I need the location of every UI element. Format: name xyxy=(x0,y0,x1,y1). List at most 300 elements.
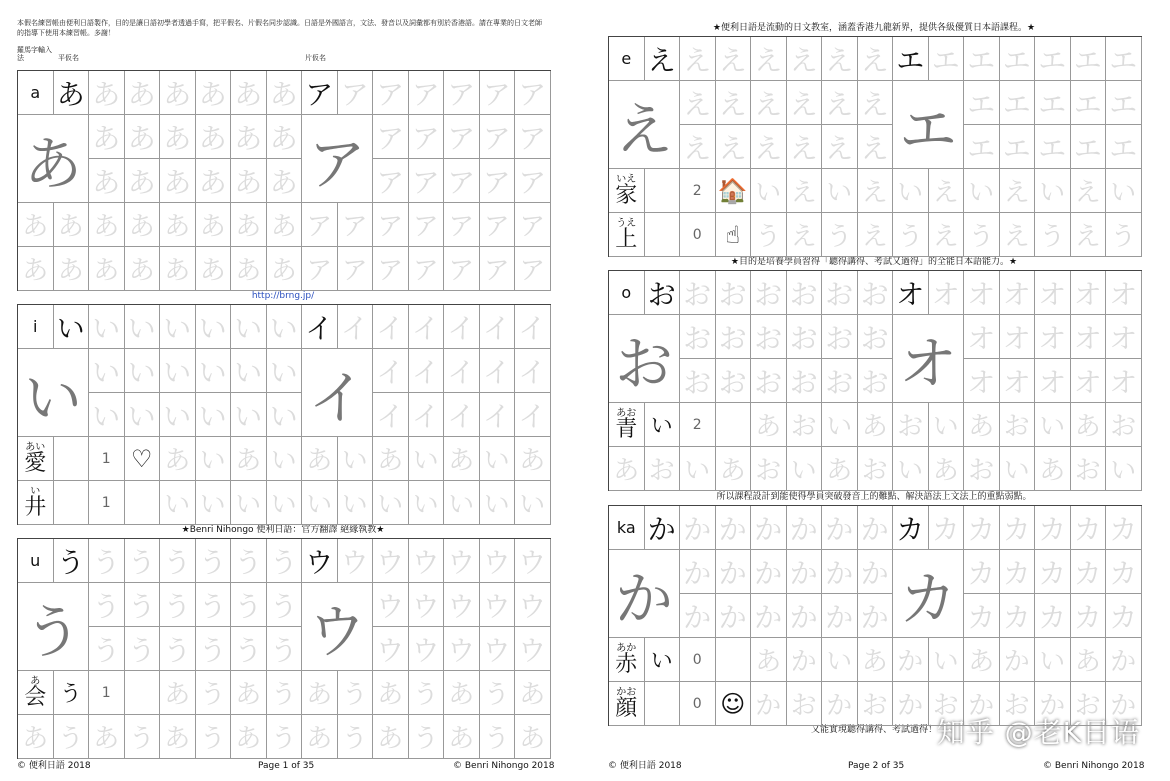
katakana-trace: エ xyxy=(929,37,965,81)
hiragana-trace: あ xyxy=(89,115,125,159)
vocab-trace: え xyxy=(929,169,965,213)
katakana-trace: ア xyxy=(373,71,409,115)
vocab-trace: い xyxy=(196,481,232,525)
hiragana-trace: い xyxy=(125,393,161,437)
katakana-trace: ア xyxy=(338,71,374,115)
vocab-trace: あ xyxy=(751,403,787,447)
vocab-trace: い xyxy=(822,403,858,447)
hiragana-trace: あ xyxy=(231,115,267,159)
hiragana-trace: い xyxy=(125,349,161,393)
practice-trace: う xyxy=(196,715,232,759)
practice-trace: い xyxy=(787,447,823,491)
practice-trace: ア xyxy=(373,203,409,247)
vocab-trace: い xyxy=(515,481,551,525)
hiragana-trace: か xyxy=(822,550,858,594)
hiragana-large-glyph: お xyxy=(614,329,673,398)
katakana-trace: ア xyxy=(409,159,445,203)
practice-trace: あ xyxy=(231,203,267,247)
vocab-trace: お xyxy=(787,403,823,447)
katakana-large-glyph: エ xyxy=(898,95,957,164)
hiragana-trace: う xyxy=(196,627,232,671)
katakana-trace: オ xyxy=(929,271,965,315)
hiragana-trace: い xyxy=(89,393,125,437)
hiragana-stroke-order xyxy=(609,550,680,638)
kanji: 上 xyxy=(615,226,638,252)
katakana-trace: カ xyxy=(1071,594,1107,638)
hiragana-trace: え xyxy=(787,125,823,169)
practice-trace: う xyxy=(480,715,516,759)
vocab-trace: い xyxy=(231,481,267,525)
vocab-trace: う xyxy=(1035,213,1071,257)
katakana-trace: エ xyxy=(1000,81,1036,125)
vocab-trace: え xyxy=(1000,213,1036,257)
watermark: 知乎 @老K日语 xyxy=(936,716,1140,749)
vocab-picture-icon xyxy=(125,481,161,525)
furigana: あ xyxy=(30,675,41,687)
katakana-trace: エ xyxy=(1000,125,1036,169)
vocab-trace: い xyxy=(338,437,374,481)
vocab-trace: あ xyxy=(515,671,551,715)
practice-trace: う xyxy=(409,715,445,759)
practice-trace: あ xyxy=(18,203,54,247)
katakana-trace: ウ xyxy=(444,627,480,671)
katakana-trace: ア xyxy=(515,159,551,203)
practice-trace: ア xyxy=(480,203,516,247)
vocab-kanji xyxy=(609,213,645,257)
vocab-trace: か xyxy=(1035,682,1071,726)
hiragana-large-glyph: え xyxy=(614,95,673,164)
katakana-large-glyph: イ xyxy=(307,363,366,432)
practice-trace: あ xyxy=(54,203,90,247)
hiragana-trace: お xyxy=(787,315,823,359)
practice-trace: あ xyxy=(89,715,125,759)
vocab-trace: あ xyxy=(302,671,338,715)
vocab-trace: お xyxy=(858,682,894,726)
mid-banner: ★目的是培養學員習得「聽得講得、考試又過得」的全能日本語能力。★ xyxy=(730,257,1018,267)
hiragana-trace: う xyxy=(160,539,196,583)
kanji: 愛 xyxy=(24,450,47,476)
hiragana-trace: い xyxy=(196,305,232,349)
katakana-trace: ウ xyxy=(409,539,445,583)
hiragana-trace: い xyxy=(196,393,232,437)
vocab-trace: あ xyxy=(1071,403,1107,447)
vocab-trace: え xyxy=(858,169,894,213)
practice-trace: あ xyxy=(929,447,965,491)
hiragana-trace: お xyxy=(751,271,787,315)
vocab-trace: お xyxy=(929,682,965,726)
practice-trace: あ xyxy=(231,715,267,759)
vocab-kanji xyxy=(18,671,54,715)
hiragana-trace: う xyxy=(160,583,196,627)
practice-trace: あ xyxy=(89,203,125,247)
kana-block xyxy=(608,270,1142,491)
hiragana-trace: あ xyxy=(196,71,232,115)
katakana-trace: ア xyxy=(444,71,480,115)
katakana-trace: ウ xyxy=(409,627,445,671)
pitch-accent-number: 0 xyxy=(680,213,716,257)
vocab-suffix xyxy=(645,169,681,213)
hiragana-main: い xyxy=(54,305,90,349)
hiragana-trace: お xyxy=(787,359,823,403)
furigana: あい xyxy=(25,441,46,453)
vocab-trace: う xyxy=(267,671,303,715)
hiragana-trace: お xyxy=(858,315,894,359)
hiragana-trace: い xyxy=(125,305,161,349)
practice-trace: ア xyxy=(480,247,516,291)
katakana-trace: イ xyxy=(409,349,445,393)
hiragana-trace: う xyxy=(125,583,161,627)
romaji-label: i xyxy=(18,305,54,349)
practice-trace: あ xyxy=(125,203,161,247)
katakana-trace: エ xyxy=(1071,125,1107,169)
vocab-trace: お xyxy=(1000,682,1036,726)
footer-left: © 便利日語 2018 xyxy=(608,761,682,771)
vocab-trace: あ xyxy=(444,671,480,715)
hiragana-trace: う xyxy=(125,627,161,671)
katakana-trace: ア xyxy=(480,71,516,115)
vocab-trace: い xyxy=(1106,169,1142,213)
practice-trace: あ xyxy=(89,247,125,291)
practice-trace: ア xyxy=(515,247,551,291)
katakana-trace: イ xyxy=(373,349,409,393)
hiragana-trace: か xyxy=(716,550,752,594)
hiragana-trace: え xyxy=(716,125,752,169)
vocab-kanji xyxy=(18,481,54,525)
hiragana-trace: う xyxy=(231,627,267,671)
vocab-trace: え xyxy=(787,169,823,213)
hiragana-trace: え xyxy=(787,37,823,81)
hiragana-trace: か xyxy=(787,550,823,594)
practice-trace: い xyxy=(893,447,929,491)
hiragana-trace: あ xyxy=(160,71,196,115)
practice-trace: う xyxy=(54,715,90,759)
katakana-main: オ xyxy=(893,271,929,315)
katakana-trace: オ xyxy=(1035,359,1071,403)
vocab-trace: あ xyxy=(515,437,551,481)
hiragana-main: か xyxy=(645,506,681,550)
kana-block xyxy=(17,304,551,525)
hiragana-trace: お xyxy=(858,271,894,315)
hiragana-trace: お xyxy=(751,359,787,403)
vocab-trace: あ xyxy=(160,671,196,715)
katakana-trace: オ xyxy=(964,315,1000,359)
hiragana-trace: お xyxy=(822,271,858,315)
katakana-trace: ア xyxy=(480,115,516,159)
vocab-trace: い xyxy=(196,437,232,481)
pitch-accent-number: 1 xyxy=(89,671,125,715)
hiragana-trace: あ xyxy=(196,115,232,159)
katakana-trace: エ xyxy=(964,37,1000,81)
vocab-picture-icon: ♡ xyxy=(125,437,161,481)
katakana-trace: エ xyxy=(1106,81,1142,125)
katakana-large-glyph: ウ xyxy=(307,597,366,666)
vocab-suffix xyxy=(54,437,90,481)
katakana-main: イ xyxy=(302,305,338,349)
practice-trace: お xyxy=(645,447,681,491)
vocab-trace: お xyxy=(893,403,929,447)
katakana-trace: カ xyxy=(1035,594,1071,638)
furigana: うえ xyxy=(616,217,637,229)
mid-banner-2: 所以課程設計到能使得學員突破發音上的難點、解決語法上文法上的重點弱點。 xyxy=(716,492,1032,502)
hiragana-trace: え xyxy=(751,81,787,125)
vocab-trace: い xyxy=(893,169,929,213)
katakana-trace: ウ xyxy=(515,583,551,627)
kana-block xyxy=(17,70,551,291)
vocab-trace: い xyxy=(822,638,858,682)
katakana-trace: イ xyxy=(409,305,445,349)
vocab-trace: い xyxy=(751,169,787,213)
vocab-picture-icon: 🏠 xyxy=(716,169,752,213)
vocab-suffix xyxy=(645,682,681,726)
practice-trace: ア xyxy=(444,247,480,291)
katakana-trace: ウ xyxy=(338,539,374,583)
hiragana-trace: い xyxy=(196,349,232,393)
vocab-trace: い xyxy=(929,403,965,447)
katakana-trace: ア xyxy=(409,71,445,115)
hiragana-trace: え xyxy=(716,37,752,81)
vocab-suffix: い xyxy=(645,403,681,447)
katakana-trace: カ xyxy=(964,594,1000,638)
hiragana-trace: か xyxy=(787,594,823,638)
hiragana-trace: か xyxy=(858,594,894,638)
vocab-trace: う xyxy=(1106,213,1142,257)
hiragana-trace: い xyxy=(231,305,267,349)
hiragana-stroke-order xyxy=(18,349,89,437)
vocab-kanji xyxy=(609,638,645,682)
hiragana-trace: い xyxy=(160,305,196,349)
katakana-trace: カ xyxy=(1000,550,1036,594)
hiragana-large-glyph: う xyxy=(23,597,82,666)
hiragana-trace: お xyxy=(822,315,858,359)
hiragana-trace: い xyxy=(267,349,303,393)
katakana-trace: ウ xyxy=(373,583,409,627)
katakana-trace: ウ xyxy=(480,539,516,583)
katakana-stroke-order xyxy=(302,349,373,437)
katakana-trace: ア xyxy=(373,159,409,203)
katakana-trace: ウ xyxy=(373,627,409,671)
hiragana-trace: え xyxy=(680,125,716,169)
kanji: 青 xyxy=(615,416,638,442)
pitch-accent-number: 2 xyxy=(680,169,716,213)
hiragana-trace: か xyxy=(822,594,858,638)
vocab-kanji xyxy=(609,403,645,447)
hiragana-trace: う xyxy=(196,583,232,627)
hiragana-trace: い xyxy=(160,349,196,393)
hiragana-trace: い xyxy=(231,393,267,437)
practice-trace: お xyxy=(964,447,1000,491)
hiragana-trace: か xyxy=(680,594,716,638)
practice-trace: あ xyxy=(716,447,752,491)
kanji: 顔 xyxy=(615,695,638,721)
vocab-trace: い xyxy=(444,481,480,525)
hiragana-trace: か xyxy=(716,506,752,550)
vocab-trace: い xyxy=(373,481,409,525)
romaji-label: e xyxy=(609,37,645,81)
katakana-trace: オ xyxy=(1035,271,1071,315)
katakana-trace: ウ xyxy=(373,539,409,583)
katakana-large-glyph: ア xyxy=(307,129,366,198)
hiragana-trace: う xyxy=(125,539,161,583)
katakana-trace: イ xyxy=(515,349,551,393)
practice-trace: お xyxy=(858,447,894,491)
katakana-trace: イ xyxy=(444,349,480,393)
footer-right: © Benri Nihongo 2018 xyxy=(1043,761,1145,771)
hiragana-trace: あ xyxy=(267,115,303,159)
katakana-trace: カ xyxy=(964,506,1000,550)
katakana-trace: エ xyxy=(1106,125,1142,169)
furigana: かお xyxy=(616,686,637,698)
katakana-trace: ウ xyxy=(444,583,480,627)
katakana-stroke-order xyxy=(302,583,373,671)
header-header_hira: 平仮名 xyxy=(58,54,79,62)
hiragana-trace: う xyxy=(196,539,232,583)
hiragana-trace: あ xyxy=(125,115,161,159)
practice-trace: う xyxy=(267,715,303,759)
vocab-trace: う xyxy=(338,671,374,715)
katakana-trace: ウ xyxy=(515,539,551,583)
katakana-trace: エ xyxy=(1071,37,1107,81)
hiragana-trace: あ xyxy=(89,159,125,203)
hiragana-main: う xyxy=(54,539,90,583)
practice-trace: あ xyxy=(18,247,54,291)
hiragana-trace: あ xyxy=(160,115,196,159)
vocab-trace: お xyxy=(1000,403,1036,447)
katakana-trace: ウ xyxy=(515,627,551,671)
vocab-trace: い xyxy=(160,481,196,525)
katakana-trace: イ xyxy=(480,305,516,349)
practice-trace: ア xyxy=(373,247,409,291)
hiragana-trace: い xyxy=(89,349,125,393)
vocab-suffix xyxy=(645,213,681,257)
romaji-label: ka xyxy=(609,506,645,550)
pitch-accent-number: 2 xyxy=(680,403,716,447)
site-link[interactable]: http://brng.jp/ xyxy=(251,291,315,301)
katakana-trace: カ xyxy=(1071,506,1107,550)
hiragana-trace: か xyxy=(716,594,752,638)
katakana-trace: ア xyxy=(444,115,480,159)
katakana-trace: エ xyxy=(1106,37,1142,81)
hiragana-trace: い xyxy=(267,393,303,437)
vocab-trace: い xyxy=(1035,403,1071,447)
vocab-trace: い xyxy=(964,169,1000,213)
hiragana-trace: え xyxy=(858,125,894,169)
katakana-trace: オ xyxy=(1106,359,1142,403)
katakana-trace: ウ xyxy=(444,539,480,583)
kanji: 赤 xyxy=(615,651,638,677)
vocab-trace: あ xyxy=(231,671,267,715)
katakana-trace: ア xyxy=(515,115,551,159)
hiragana-trace: あ xyxy=(231,159,267,203)
katakana-trace: オ xyxy=(1106,271,1142,315)
vocab-trace: う xyxy=(196,671,232,715)
hiragana-trace: え xyxy=(680,37,716,81)
hiragana-trace: う xyxy=(267,583,303,627)
practice-trace: あ xyxy=(160,715,196,759)
hiragana-trace: あ xyxy=(125,159,161,203)
vocab-trace: い xyxy=(338,481,374,525)
katakana-trace: オ xyxy=(1000,315,1036,359)
romaji-label: u xyxy=(18,539,54,583)
hiragana-trace: お xyxy=(716,315,752,359)
vocab-trace: あ xyxy=(1071,638,1107,682)
hiragana-trace: お xyxy=(680,315,716,359)
katakana-trace: オ xyxy=(1035,315,1071,359)
vocab-trace: い xyxy=(267,481,303,525)
vocab-trace: い xyxy=(409,481,445,525)
vocab-trace: か xyxy=(822,682,858,726)
practice-trace: ア xyxy=(409,247,445,291)
hiragana-trace: う xyxy=(267,539,303,583)
practice-trace: あ xyxy=(18,715,54,759)
vocab-picture-icon: ☝ xyxy=(716,213,752,257)
furigana: あお xyxy=(616,407,637,419)
katakana-trace: イ xyxy=(480,349,516,393)
vocab-trace: あ xyxy=(302,437,338,481)
hiragana-trace: う xyxy=(160,627,196,671)
practice-trace: あ xyxy=(267,247,303,291)
katakana-trace: カ xyxy=(1035,550,1071,594)
practice-trace: う xyxy=(338,715,374,759)
katakana-large-glyph: カ xyxy=(898,564,957,633)
hiragana-trace: お xyxy=(716,271,752,315)
vocab-trace: か xyxy=(893,638,929,682)
practice-trace: ア xyxy=(515,203,551,247)
hiragana-trace: い xyxy=(89,305,125,349)
katakana-large-glyph: オ xyxy=(898,329,957,398)
kanji: 会 xyxy=(24,684,47,710)
kanji: 家 xyxy=(615,182,638,208)
vocab-trace: お xyxy=(1071,682,1107,726)
vocab-trace: か xyxy=(964,682,1000,726)
katakana-trace: エ xyxy=(964,125,1000,169)
practice-trace: い xyxy=(1106,447,1142,491)
vocab-trace: あ xyxy=(964,403,1000,447)
hiragana-main: あ xyxy=(54,71,90,115)
hiragana-trace: え xyxy=(858,81,894,125)
hiragana-trace: う xyxy=(89,627,125,671)
header-header_romaji: 羅馬字輸入法 xyxy=(17,46,52,62)
vocab-suffix: い xyxy=(645,638,681,682)
katakana-trace: オ xyxy=(1071,359,1107,403)
hiragana-trace: え xyxy=(680,81,716,125)
pitch-accent-number: 1 xyxy=(89,481,125,525)
hiragana-trace: え xyxy=(822,37,858,81)
practice-trace: あ xyxy=(125,247,161,291)
bottom-banner: 又能實現聽得講得、考試過得！ xyxy=(810,725,937,735)
vocab-picture-icon xyxy=(716,403,752,447)
worksheet-page-1 xyxy=(0,0,560,781)
practice-trace: お xyxy=(1071,447,1107,491)
hiragana-trace: か xyxy=(680,506,716,550)
katakana-trace: ア xyxy=(480,159,516,203)
vocab-kanji xyxy=(609,169,645,213)
hiragana-trace: あ xyxy=(267,71,303,115)
vocab-trace: あ xyxy=(964,638,1000,682)
hiragana-large-glyph: か xyxy=(614,564,673,633)
katakana-trace: カ xyxy=(1035,506,1071,550)
vocab-trace: う xyxy=(751,213,787,257)
hiragana-stroke-order xyxy=(609,81,680,169)
top-banner: ★便利日語是流動的日文教室，涵蓋香港九龍新界，提供各級優質日本語課程。★ xyxy=(712,23,1036,33)
hiragana-trace: お xyxy=(858,359,894,403)
katakana-trace: オ xyxy=(964,359,1000,403)
practice-trace: ア xyxy=(338,247,374,291)
practice-trace: い xyxy=(1000,447,1036,491)
hiragana-trace: あ xyxy=(196,159,232,203)
vocab-trace: う xyxy=(409,671,445,715)
hiragana-trace: あ xyxy=(125,71,161,115)
vocab-trace: え xyxy=(858,213,894,257)
